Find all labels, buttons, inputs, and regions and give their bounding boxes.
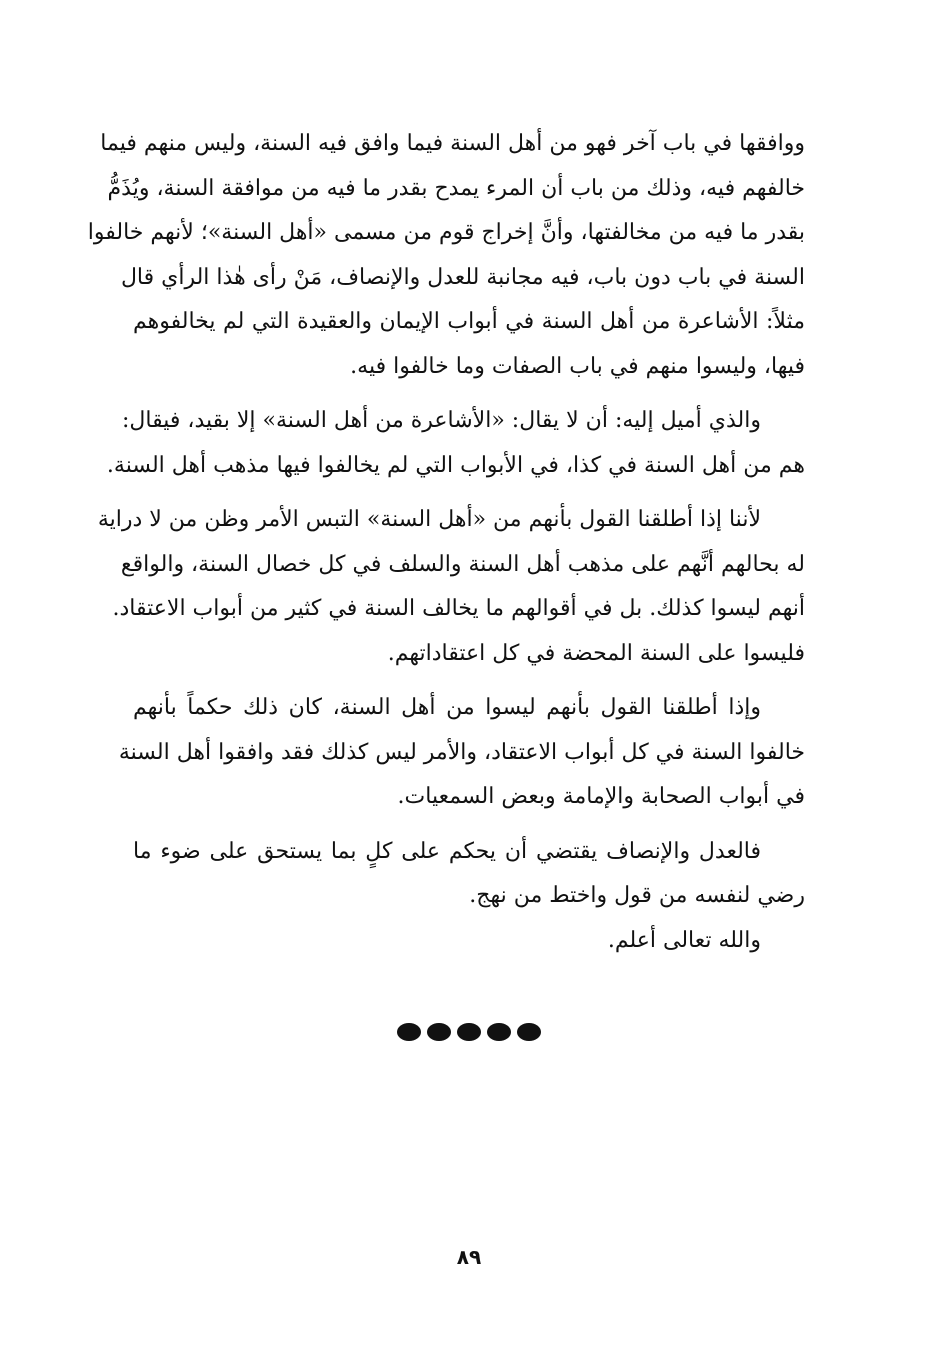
separator-dot	[457, 1023, 481, 1041]
page-number: ٨٩	[456, 1245, 482, 1269]
paragraph-6	[133, 919, 805, 964]
text-line: فالعدل والإنصاف يقتضي أن يحكم على كلٍ بما يستحق على ضوء ما	[133, 838, 761, 864]
text-line: ووافقها في باب آخر فهو من أهل السنة فيما وافق فيه السنة، وليس منهم فيما	[100, 131, 805, 156]
text-line: مثلاً: الأشاعرة من أهل السنة في أبواب الإيمان والعقيدة التي لم يخالفوهم	[133, 309, 805, 334]
text-line: له بحالهم أنَّهم على مذهب أهل السنة والسلف في كل خصال السنة، والواقع	[120, 551, 805, 577]
text-line: في أبواب الصحابة والإمامة وبعض السمعيات.	[397, 784, 805, 809]
text-line: هم من أهل السنة في كذا، في الأبواب التي لم يخالفوا فيها مذهب أهل السنة.	[106, 452, 805, 478]
section-separator	[0, 1021, 938, 1043]
text-line: رضي لنفسه من قول واختط من نهج.	[469, 883, 805, 908]
text-line: خالفوا السنة في كل أبواب الاعتقاد، والأمر ليس كذلك فقد وافقوا أهل السنة	[118, 739, 805, 765]
paragraph-5	[133, 830, 805, 919]
text-line: والذي أميل إليه: أن لا يقال: «الأشاعرة من أهل السنة» إلا بقيد، فيقال:	[121, 408, 761, 433]
text-line: وإذا أطلقنا القول بأنهم ليسوا من أهل السنة، كان ذلك حكماً بأنهم	[133, 695, 761, 720]
paragraph-1	[87, 122, 805, 389]
paragraph-2	[106, 399, 805, 488]
paragraph-4	[118, 686, 805, 820]
text-line: فليسوا على السنة المحضة في كل اعتقاداتهم.	[387, 640, 805, 666]
separator-dot	[517, 1023, 541, 1041]
closing-line: والله تعالى أعلم.	[607, 927, 761, 953]
text-line: فيها، وليسوا منهم في باب الصفات وما خالفوا فيه.	[350, 353, 805, 379]
separator-dot	[487, 1023, 511, 1041]
text-line: لأننا إذا أطلقنا القول بأنهم من «أهل السنة» التبس الأمر وظن من لا دراية	[97, 507, 761, 532]
text-line: السنة في باب دون باب، فيه مجانبة للعدل والإنصاف، مَنْ رأى هٰذا الرأي قال	[120, 264, 805, 290]
text-line: أنهم ليسوا كذلك. بل في أقوالهم ما يخالف السنة في كثير من أبواب الاعتقاد.	[112, 596, 805, 621]
page-body	[87, 122, 805, 963]
text-line: بقدر ما فيه من مخالفتها، وأنَّ إخراج قوم من مسمى «أهل السنة»؛ لأنهم خالفوا	[87, 220, 805, 245]
paragraph-3	[97, 498, 805, 676]
separator-dot	[427, 1023, 451, 1041]
text-line: خالفهم فيه، وذلك من باب أن المرء يمدح بقدر ما فيه من موافقة السنة، ويُذَمُّ	[107, 175, 805, 201]
separator-dot	[397, 1023, 421, 1041]
